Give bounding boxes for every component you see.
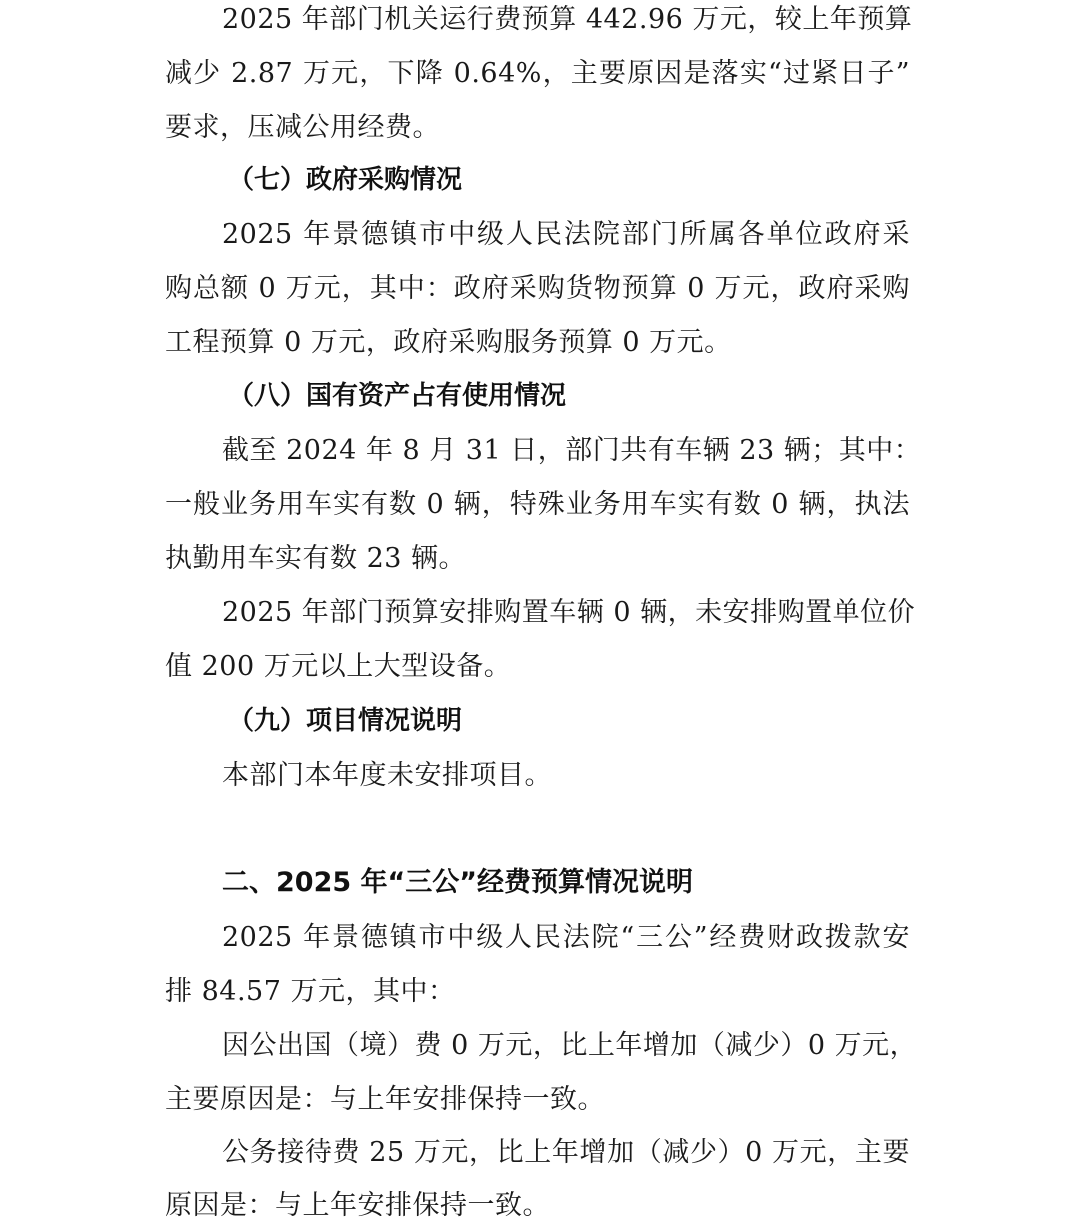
paragraph-line: 原因是：与上年安排保持一致。 bbox=[165, 1190, 550, 1221]
subheading-procurement: （七）政府采购情况 bbox=[228, 165, 463, 195]
paragraph-line: 本部门本年度未安排项目。 bbox=[222, 760, 552, 791]
paragraph-line: 2025 年景德镇市中级人民法院“三公”经费财政拨款安 bbox=[222, 922, 910, 953]
paragraph-line: 工程预算 0 万元，政府采购服务预算 0 万元。 bbox=[165, 327, 732, 358]
paragraph-line: 值 200 万元以上大型设备。 bbox=[165, 651, 512, 682]
paragraph-line: 2025 年部门预算安排购置车辆 0 辆，未安排购置单位价 bbox=[222, 597, 916, 628]
paragraph-line: 公务接待费 25 万元，比上年增加（减少）0 万元，主要 bbox=[222, 1137, 910, 1168]
paragraph-line: 因公出国（境）费 0 万元，比上年增加（减少）0 万元， bbox=[222, 1030, 918, 1061]
paragraph-line: 排 84.57 万元，其中： bbox=[165, 976, 456, 1007]
paragraph-line: 2025 年景德镇市中级人民法院部门所属各单位政府采 bbox=[222, 219, 910, 250]
paragraph-line: 一般业务用车实有数 0 辆，特殊业务用车实有数 0 辆，执法 bbox=[165, 489, 910, 520]
subheading-assets: （八）国有资产占有使用情况 bbox=[228, 381, 567, 411]
paragraph-line: 要求，压减公用经费。 bbox=[165, 112, 440, 143]
paragraph-line: 主要原因是：与上年安排保持一致。 bbox=[165, 1084, 605, 1115]
paragraph-line: 截至 2024 年 8 月 31 日，部门共有车辆 23 辆；其中： bbox=[222, 435, 922, 466]
section-title: 二、2025 年“三公”经费预算情况说明 bbox=[222, 867, 694, 898]
subheading-projects: （九）项目情况说明 bbox=[228, 706, 463, 736]
paragraph-line: 执勤用车实有数 23 辆。 bbox=[165, 543, 467, 574]
paragraph-line: 2025 年部门机关运行费预算 442.96 万元，较上年预算 bbox=[222, 4, 913, 35]
paragraph-line: 减少 2.87 万元，下降 0.64%，主要原因是落实“过紧日子” bbox=[165, 58, 910, 89]
paragraph-line: 购总额 0 万元，其中：政府采购货物预算 0 万元，政府采购 bbox=[165, 273, 910, 304]
